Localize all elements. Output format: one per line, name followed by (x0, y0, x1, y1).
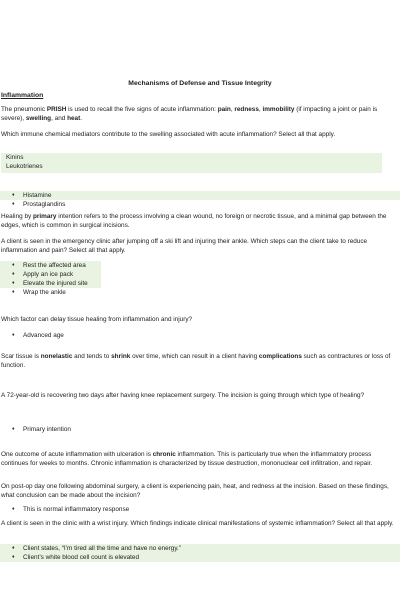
diamond-bullet-icon: ♦ (12, 262, 15, 268)
diamond-bullet-icon: ♦ (12, 289, 15, 295)
question-wrist-injury: A client is seen in the clinic with a wrist injury. Which findings indicate clinical manifestations of systemic inflammation? Select all that apply. (1, 520, 394, 527)
diamond-bullet-icon: ♦ (12, 201, 15, 207)
bullet-highlight (0, 191, 400, 200)
list-item: ♦ Primary intention (12, 426, 71, 433)
list-item: ♦ Prostaglandins (12, 201, 66, 208)
list-item: ♦ Wrap the ankle (12, 289, 66, 296)
question-delay-healing: Which factor can delay tissue healing from inflammation and injury? (1, 316, 193, 323)
question-ankle-injury: A client is seen in the emergency clinic after jumping off a ski lift and injuring their ankle. Which steps can the client take to reduce inflammation and pain? Select all that apply. (1, 238, 368, 254)
list-item: ♦ This is normal inflammatory response (12, 506, 130, 513)
paragraph-chronic-inflammation: One outcome of acute inflammation with ulceration is chronic inflammation. This is particularly true when the inflammatory process continues for weeks to months. Chronic inflammation is characterized by tissue destruction, mononuclear cell infiltration, and repair. (1, 451, 373, 467)
paragraph-scar-tissue: Scar tissue is nonelastic and tends to shrink over time, which can result in a client having complications such as contractures or loss of function. (1, 353, 391, 369)
question-mediators: Which immune chemical mediators contribute to the swelling associated with acute inflammation? Select all that apply. (1, 131, 336, 138)
paragraph-primary-intention: Healing by primary intention refers to the process involving a clean wound, no foreign or necrotic tissue, and a minimal gap between the edges, which is common in surgical incisions. (1, 213, 387, 229)
list-item: ♦ Client states, “I’m tired all the time and have no energy.” (12, 545, 181, 552)
diamond-bullet-icon: ♦ (12, 554, 15, 560)
diamond-bullet-icon: ♦ (12, 426, 15, 432)
list-item: ♦ Client’s white blood cell count is elevated (12, 554, 140, 560)
answer-leukotrienes: Leukotrienes (6, 163, 43, 170)
list-item: ♦ Histamine (12, 192, 52, 199)
list-item: ♦ Elevate the injured site (12, 280, 88, 287)
list-item: ♦ Apply an ice pack (12, 271, 74, 278)
question-post-op: On post-op day one following abdominal surgery, a client is experiencing pain, heat, and redness at the incision. Based on these findings, what conclusion can be made about the incision? (1, 483, 389, 499)
document-title: Mechanisms of Defense and Tissue Integrity (128, 80, 272, 87)
section-heading-inflammation: Inflammation (1, 92, 44, 99)
list-item: ♦ Advanced age (12, 332, 64, 339)
question-knee-replacement: A 72-year-old is recovering two days after having knee replacement surgery. The incision is going through which type of healing? (1, 392, 365, 399)
paragraph-prish: The pneumonic PRISH is used to recall the five signs of acute inflammation: pain, redness, immobility (if impacting a joint or pain is severe), swelling, and heat. (1, 106, 378, 122)
answer-kinins: Kinins (6, 154, 24, 161)
diamond-bullet-icon: ♦ (12, 332, 15, 338)
diamond-bullet-icon: ♦ (12, 280, 15, 286)
diamond-bullet-icon: ♦ (12, 271, 15, 277)
list-item: ♦ Rest the affected area (12, 262, 86, 269)
diamond-bullet-icon: ♦ (12, 192, 15, 198)
diamond-bullet-icon: ♦ (12, 545, 15, 551)
diamond-bullet-icon: ♦ (12, 506, 15, 512)
